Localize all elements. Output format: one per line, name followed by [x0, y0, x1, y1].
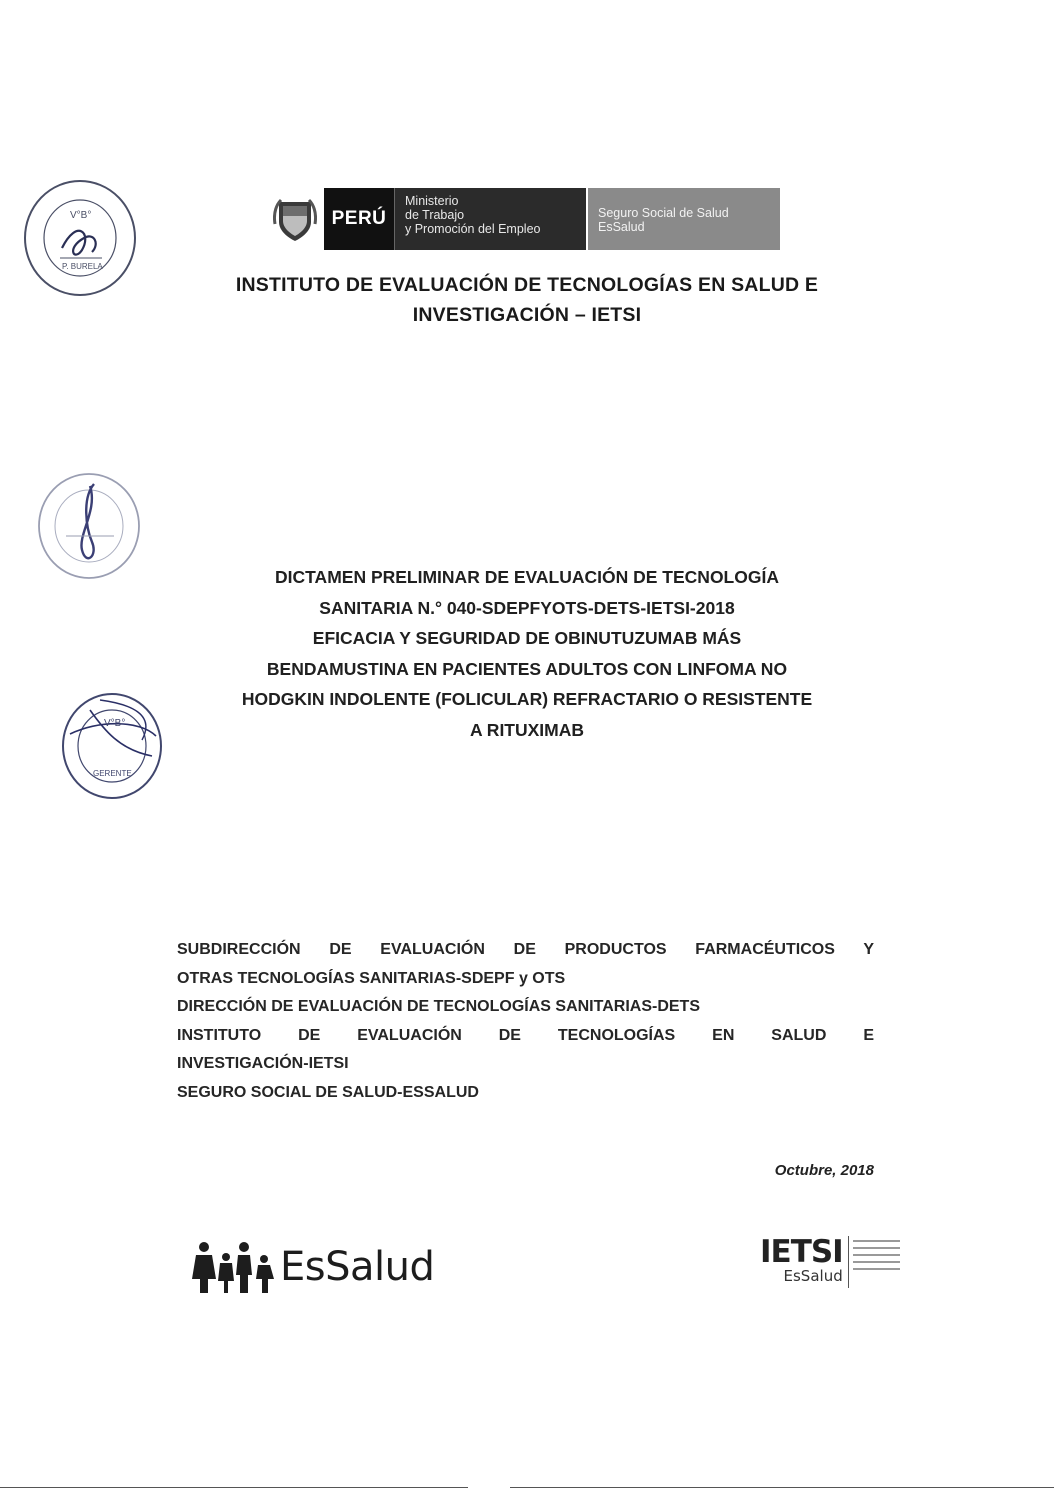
ministry-label	[394, 188, 586, 250]
stamp-1-name: P. BURELA	[62, 262, 103, 271]
page-bottom-rule	[0, 1487, 468, 1488]
signature-stamp-2	[36, 470, 142, 582]
institute-title	[140, 270, 914, 330]
organization-block	[177, 936, 874, 1107]
dictamen-line: HODGKIN INDOLENTE (FOLICULAR) REFRACTARIO O RESISTENTE	[241, 689, 813, 709]
org-line: DIRECCIÓN DE EVALUACIÓN DE TECNOLOGÍAS SANITARIAS-DETS	[177, 998, 700, 1015]
signature-stamp-1	[22, 178, 138, 298]
org-line: SUBDIRECCIÓN DE EVALUACIÓN DE PRODUCTOS FARMACÉUTICOS Y	[177, 941, 874, 958]
page-bottom-rule	[510, 1487, 1054, 1488]
org-line: OTRAS TECNOLOGÍAS SANITARIAS-SDEPF y OTS	[177, 969, 566, 987]
seguro-line: Seguro Social de Salud	[598, 206, 729, 220]
ietsi-logo	[760, 1236, 900, 1298]
country-label: PERÚ	[324, 188, 394, 250]
coat-of-arms-icon	[266, 188, 324, 250]
ministry-line: y Promoción del Empleo	[405, 222, 541, 236]
dictamen-line: BENDAMUSTINA EN PACIENTES ADULTOS CON LINFOMA NO	[266, 658, 788, 679]
seguro-social-label	[586, 188, 780, 250]
stamp-3-vb: V°B°	[104, 718, 126, 729]
essalud-logo	[192, 1236, 442, 1298]
essalud-wordmark: EsSalud	[280, 1244, 435, 1290]
org-line: INVESTIGACIÓN-IETSI	[177, 1055, 349, 1072]
dictamen-line: A RITUXIMAB	[469, 719, 585, 740]
dictamen-line: EFICACIA Y SEGURIDAD DE OBINUTUZUMAB MÁS	[312, 628, 742, 648]
ministry-line: Ministerio	[405, 194, 459, 208]
dictamen-line: SANITARIA N.° 040-SDEPFYOTS-DETS-IETSI-2018	[319, 597, 735, 618]
institute-title-line: INVESTIGACIÓN – IETSI	[412, 304, 642, 326]
stamp-1-vb: V°B°	[70, 210, 92, 221]
dictamen-line: DICTAMEN PRELIMINAR DE EVALUACIÓN DE TECNOLOGÍA	[275, 567, 779, 587]
institute-title-line: INSTITUTO DE EVALUACIÓN DE TECNOLOGÍAS EN SALUD E	[235, 274, 819, 296]
seguro-line: EsSalud	[598, 220, 645, 234]
government-banner	[266, 188, 782, 250]
org-line: INSTITUTO DE EVALUACIÓN DE TECNOLOGÍAS EN SALUD E	[177, 1026, 874, 1044]
ietsi-sub-wordmark: EsSalud	[783, 1267, 843, 1285]
ietsi-wordmark: IETSI	[760, 1234, 843, 1270]
ietsi-fine-print	[848, 1236, 900, 1288]
org-line: SEGURO SOCIAL DE SALUD-ESSALUD	[177, 1083, 479, 1101]
family-icon	[192, 1239, 276, 1295]
dictamen-title	[160, 562, 894, 745]
signature-stamp-3	[60, 690, 164, 802]
stamp-3-title: GERENTE	[93, 769, 132, 778]
ministry-line: de Trabajo	[405, 208, 465, 222]
document-date: Octubre, 2018	[774, 1162, 874, 1179]
